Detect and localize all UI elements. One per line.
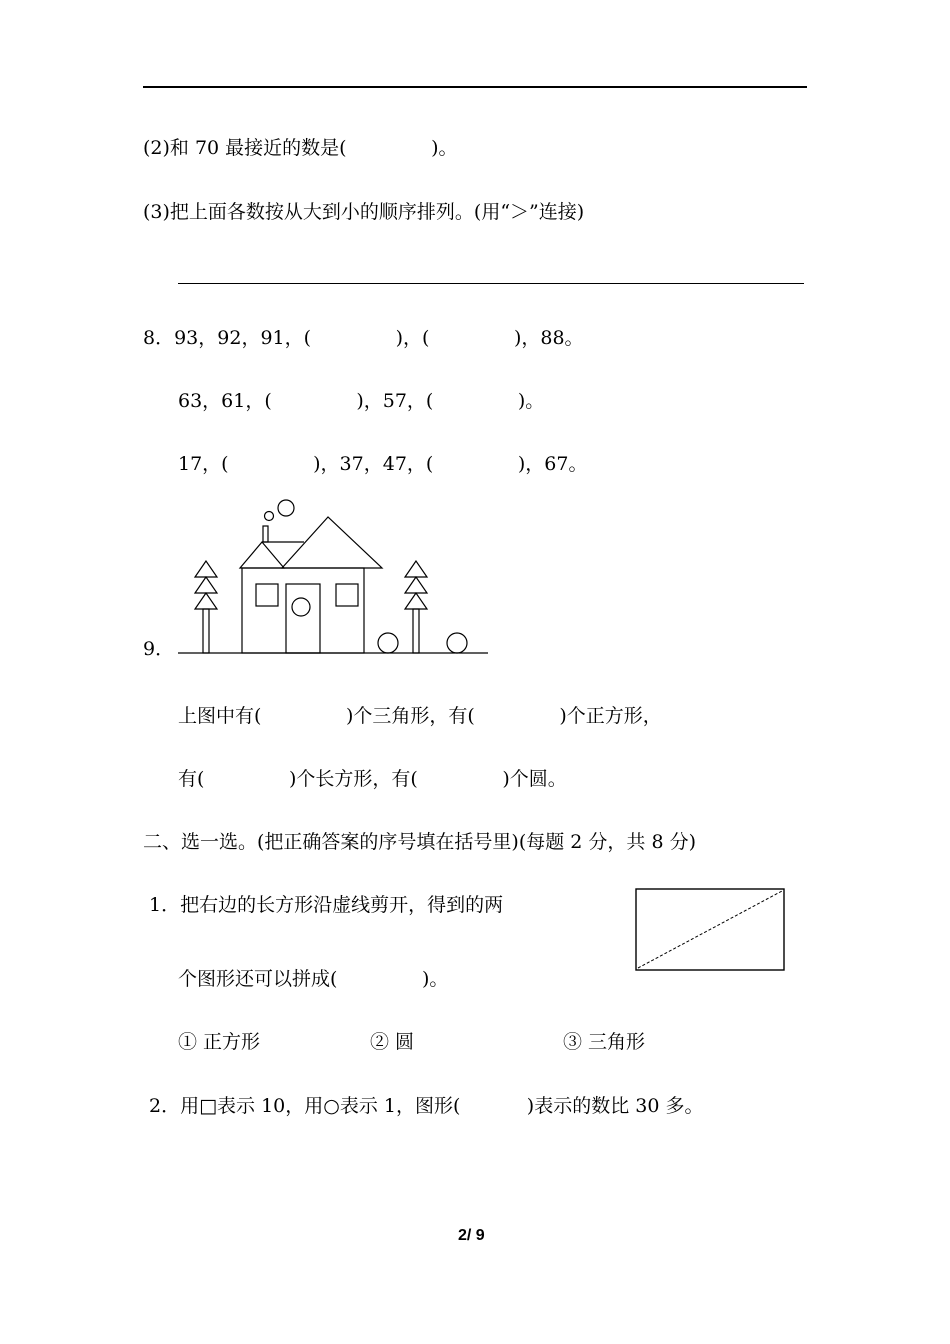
header-rule — [143, 86, 807, 88]
smoke-circle — [265, 512, 274, 521]
tree-triangle — [405, 561, 427, 577]
tree-trunk — [413, 609, 419, 653]
s2-q1-line1: 1．把右边的长方形沿虚线剪开，得到的两 — [149, 894, 504, 916]
answer-line[interactable] — [178, 283, 804, 284]
window-square — [256, 584, 278, 606]
ball-circle — [447, 633, 467, 653]
dashed-rectangle-figure — [634, 887, 788, 975]
q8-line1: 8．93，92，91，( )，( )，88。 — [143, 327, 584, 349]
tree-triangle — [195, 593, 217, 609]
s2-q1-line2: 个图形还可以拼成( )。 — [178, 968, 449, 990]
q9-number: 9． — [143, 638, 175, 660]
chimney — [263, 526, 268, 542]
house-figure — [176, 495, 496, 660]
q7-part2: (2)和 70 最接近的数是( )。 — [143, 137, 458, 159]
page-number: 2/ 9 — [458, 1227, 485, 1244]
tree-trunk — [203, 609, 209, 653]
q8-line3: 17，( )，37，47，( )，67。 — [178, 453, 588, 475]
q7-part3: (3)把上面各数按从大到小的顺序排列。(用“＞”连接) — [143, 201, 585, 223]
house-body — [242, 568, 364, 653]
ball-circle — [378, 633, 398, 653]
option-b[interactable]: ② 圆 — [370, 1031, 415, 1053]
roof-triangle — [240, 542, 284, 568]
tree-triangle — [405, 577, 427, 593]
q8-line2: 63，61，( )，57，( )。 — [178, 390, 545, 412]
option-c[interactable]: ③ 三角形 — [563, 1031, 646, 1053]
door — [286, 584, 320, 653]
section-heading: 二、选一选。(把正确答案的序号填在括号里)(每题 2 分，共 8 分) — [143, 831, 696, 853]
tree-triangle — [405, 593, 427, 609]
door-circle — [292, 598, 310, 616]
tree-triangle — [195, 561, 217, 577]
dashed-diagonal — [638, 891, 782, 968]
q9-line2: 有( )个长方形，有( )个圆。 — [178, 768, 567, 790]
s2-q2: 2．用□表示 10，用○表示 1，图形( )表示的数比 30 多。 — [149, 1095, 704, 1117]
option-a[interactable]: ① 正方形 — [178, 1031, 261, 1053]
tree-triangle — [195, 577, 217, 593]
window-square — [336, 584, 358, 606]
smoke-circle — [278, 500, 294, 516]
q9-line1: 上图中有( )个三角形，有( )个正方形， — [178, 705, 662, 727]
